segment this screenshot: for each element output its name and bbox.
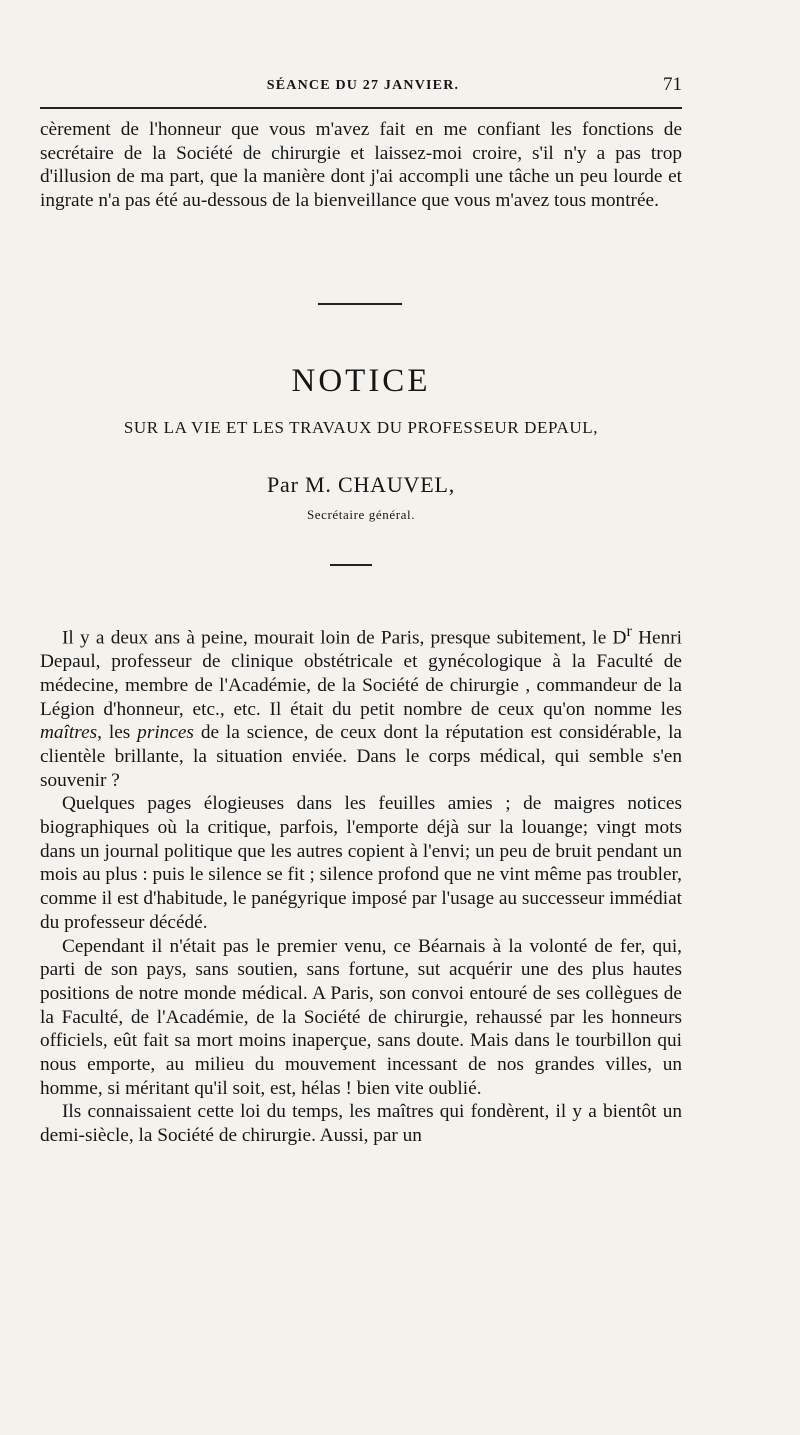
paragraph-1 bbox=[40, 620, 682, 792]
running-head bbox=[40, 76, 686, 100]
paragraph-1-part-b: Henri Depaul, professeur de clinique obstétricale et gynécologique à la Faculté de médecine, membre de l'Académie, de la Société de chirurgie , commandeur de la Légion d'honneur, etc., etc. Il était du petit nombre de ceux qu'on nomme les bbox=[40, 627, 682, 720]
continuation-paragraph: cèrement de l'honneur que vous m'avez fait en me confiant les fonctions de secrétaire de la Société de chirurgie et laissez-moi croire, s'il n'y a pas trop d'illusion de ma part, que la manière dont j'ai accompli une tâche un peu lourde et ingrate n'a pas été au-dessous de la bienveillance que vous m'avez tous montrée. bbox=[40, 119, 682, 212]
paragraph-1-part-a: Il y a deux ans à peine, mourait loin de Paris, presque subitement, le D bbox=[62, 627, 627, 649]
title-divider bbox=[330, 564, 372, 566]
paragraph-3: Cependant il n'était pas le premier venu, ce Béarnais à la volonté de fer, qui, parti de son pays, sans soutien, sans fortune, sut acquérir une des plus hautes positions de notre monde médical. A Paris, son convoi entouré de ses collègues de la Faculté, de l'Académie, de la Société de chirurgie, rehaussé par les honneurs officiels, eût fait sa mort moins inaperçue, sans doute. Mais dans le tourbillon qui nous emporte, au milieu du mouvement incessant de nos grandes villes, un homme, si méritant qu'il soit, est, hélas ! bien vite oublié. bbox=[40, 935, 682, 1099]
notice-subtitle: SUR LA VIE ET LES TRAVAUX DU PROFESSEUR DEPAUL, bbox=[123, 418, 599, 437]
author-line: Par M. CHAUVEL, bbox=[267, 472, 455, 497]
header-rule bbox=[40, 107, 682, 109]
continuation-text bbox=[40, 118, 682, 213]
paragraph-1-italic-maitres: maîtres bbox=[40, 722, 98, 744]
running-title: SÉANCE DU 27 JANVIER. bbox=[266, 78, 460, 93]
paragraph-1-superscript: r bbox=[626, 623, 632, 640]
paragraph-4: Ils connaissaient cette loi du temps, les maîtres qui fondèrent, il y a bientôt un demi-siècle, la Société de chirurgie. Aussi, par un bbox=[40, 1101, 682, 1147]
paragraph-1-italic-princes: princes bbox=[137, 722, 194, 744]
author-role: Secrétaire général. bbox=[306, 507, 416, 522]
body-text bbox=[40, 620, 682, 1148]
notice-title: NOTICE bbox=[291, 363, 431, 399]
paragraph-1-part-d: de la science, de ceux dont la réputation est considérable, la clientèle brillante, la situation enviée. Dans le corps médical, qui semble s'en souvenir ? bbox=[40, 722, 682, 791]
paragraph-1-part-c: , les bbox=[97, 722, 138, 744]
section-divider bbox=[318, 303, 402, 305]
paragraph-2: Quelques pages élogieuses dans les feuilles amies ; de maigres notices biographiques où la critique, parfois, l'emporte déjà sur la louange; vingt mots dans un journal politique que les autres copient à l'envi; un peu de bruit pendant un mois au plus : puis le silence se fit ; silence profond que ne vint même pas troubler, comme il est d'habitude, le panégyrique imposé par l'usage au successeur immédiat du professeur décédé. bbox=[40, 793, 682, 933]
page-number: 71 bbox=[663, 74, 682, 95]
